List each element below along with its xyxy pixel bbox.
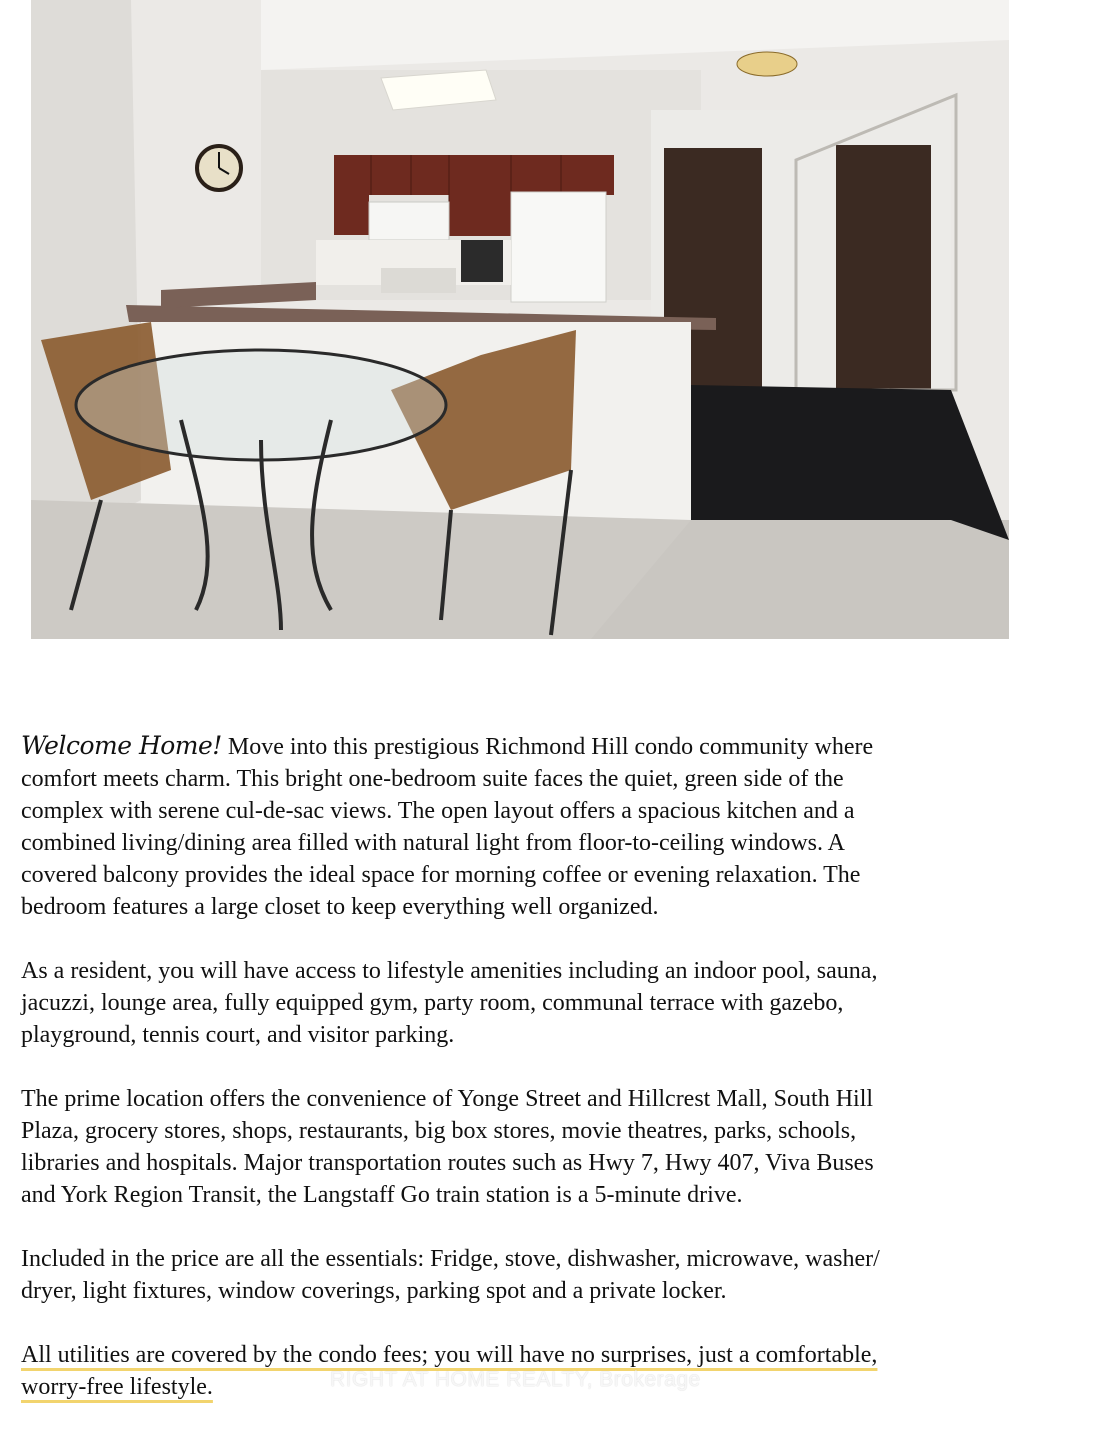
amenities-line-2: jacuzzi, lounge area, fully equipped gym, party room, communal terrace with gazebo,: [21, 990, 844, 1016]
paragraph-inclusions: [21, 1243, 1071, 1307]
intro-line-2: comfort meets charm. This bright one-bedroom suite faces the quiet, green side of the: [21, 766, 844, 792]
utilities-line-1: All utilities are covered by the condo fees; you will have no surprises, just a comfortable,: [21, 1342, 878, 1368]
paragraph-location: [21, 1083, 1071, 1211]
brokerage-watermark: RIGHT AT HOME REALTY, Brokerage: [330, 1368, 701, 1391]
paragraph-amenities: [21, 955, 1071, 1051]
intro-line-6: bedroom features a large closet to keep everything well organized.: [21, 894, 659, 920]
location-line-1: The prime location offers the convenience of Yonge Street and Hillcrest Mall, South Hill: [21, 1086, 874, 1112]
intro-text-1: Move into this prestigious Richmond Hill condo community where: [227, 734, 874, 760]
listing-photo: [31, 0, 1009, 639]
location-line-4: and York Region Transit, the Langstaff Go train station is a 5-minute drive.: [21, 1182, 743, 1208]
inclusions-line-1: Included in the price are all the essentials: Fridge, stove, dishwasher, microwave, washer/: [21, 1246, 880, 1272]
intro-line-5: covered balcony provides the ideal space for morning coffee or evening relaxation. The: [21, 862, 861, 888]
paragraph-intro: [21, 730, 1071, 923]
location-line-3: libraries and hospitals. Major transportation routes such as Hwy 7, Hwy 407, Viva Buses: [21, 1150, 874, 1176]
listing-description: [21, 730, 1071, 1435]
location-line-2: Plaza, grocery stores, shops, restaurants, big box stores, movie theatres, parks, schools,: [21, 1118, 857, 1144]
amenities-line-1: As a resident, you will have access to lifestyle amenities including an indoor pool, sauna,: [21, 958, 878, 984]
inclusions-line-2: dryer, light fixtures, window coverings, parking spot and a private locker.: [21, 1278, 727, 1304]
amenities-line-3: playground, tennis court, and visitor parking.: [21, 1022, 455, 1048]
utilities-text-2: worry-free lifestyle.: [21, 1374, 213, 1400]
intro-line-3: complex with serene cul-de-sac views. The open layout offers a spacious kitchen and a: [21, 798, 855, 824]
intro-line-1: [21, 730, 1071, 763]
kitchen-dining-illustration: [31, 0, 1009, 639]
intro-line-4: combined living/dining area filled with natural light from floor-to-ceiling windows. A: [21, 830, 846, 856]
welcome-heading: Welcome Home!: [21, 731, 222, 760]
